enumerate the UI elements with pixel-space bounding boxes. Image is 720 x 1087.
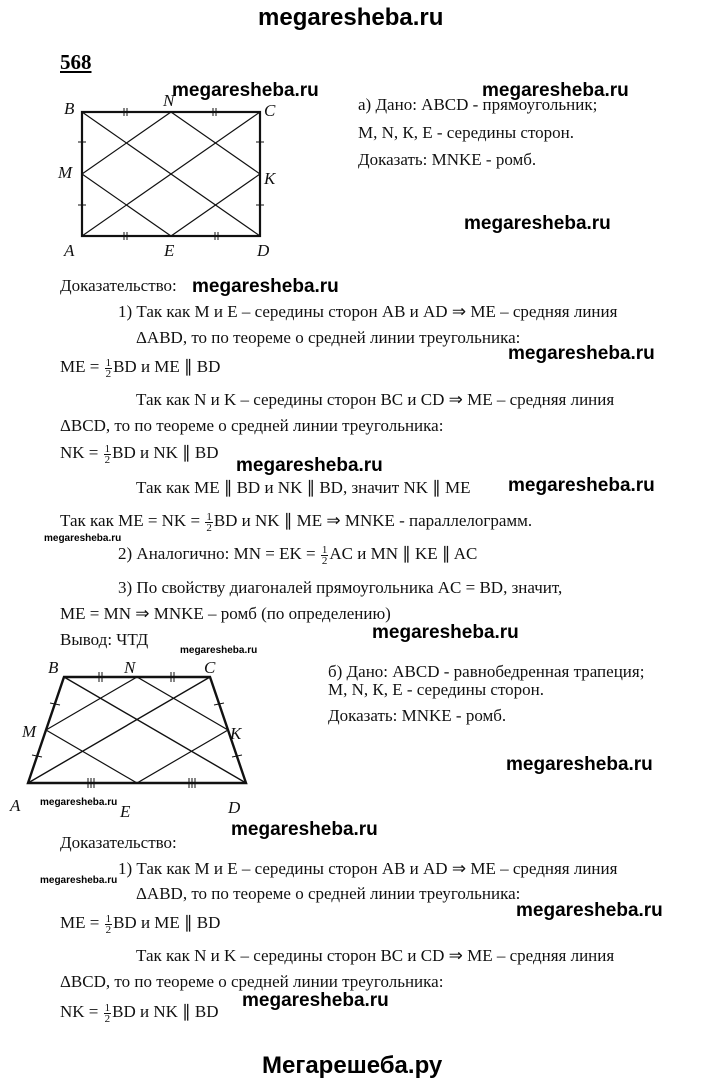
- a-step1-parallelogram: Так как ME = NK = $\frac{1}{2}$ BD и NK ∥ ME ⇒ MNKE - параллелограмм.: [60, 510, 533, 534]
- watermark: megaresheba.ru: [508, 343, 655, 364]
- label-d: D: [257, 241, 270, 260]
- watermark-small: megaresheba.ru: [180, 645, 258, 656]
- b-step1-line4: ΔBCD, то по теореме о средней линии треугольника:: [60, 972, 444, 991]
- label-c: C: [204, 658, 216, 677]
- label-c: C: [264, 101, 276, 120]
- b-given-1: б) Дано: ABCD - равнобедренная трапеция;: [328, 662, 645, 681]
- diagonal-bd: [64, 677, 246, 783]
- a-step1-line5: Так как ME ∥ BD и NK ∥ BD, значит NK ∥ ME: [136, 478, 471, 497]
- a-step1-formula-nk: NK = $\frac{1}{2}$ BD и NK ∥ BD: [60, 442, 219, 466]
- b-proof-title: Доказательство:: [60, 833, 177, 852]
- label-a: A: [64, 241, 75, 260]
- problem-number: 568: [60, 50, 92, 74]
- watermark: megaresheba.ru: [506, 754, 653, 775]
- b-step1-formula-me: ME = $\frac{1}{2}$ BD и ME ∥ BD: [60, 912, 221, 936]
- b-step1-formula-nk: NK = $\frac{1}{2}$ BD и NK ∥ BD: [60, 1001, 219, 1025]
- watermark-small: megaresheba.ru: [40, 797, 118, 808]
- watermark: megaresheba.ru: [192, 276, 339, 297]
- label-m: M: [22, 722, 37, 741]
- a-conclusion: Вывод: ЧТД: [60, 630, 149, 649]
- a-proof-title: Доказательство:: [60, 276, 177, 295]
- label-k: K: [230, 724, 242, 743]
- a-prove: Доказать: MNKE - ромб.: [358, 150, 537, 169]
- label-b: B: [64, 99, 75, 118]
- rhombus-mnke: [46, 677, 228, 783]
- a-step1-line1: 1) Так как M и E – середины сторон AB и AD ⇒ ME – средняя линия: [118, 302, 618, 321]
- watermark: megaresheba.ru: [231, 819, 378, 840]
- site-footer: Мегарешеба.ру: [262, 1052, 443, 1079]
- tick-marks: [32, 672, 242, 788]
- label-n: N: [124, 658, 136, 677]
- b-prove: Доказать: MNKE - ромб.: [328, 706, 507, 725]
- a-given-1: а) Дано: ABCD - прямоугольник;: [358, 95, 598, 114]
- watermark: megaresheba.ru: [242, 990, 389, 1011]
- watermark: megaresheba.ru: [372, 622, 519, 643]
- watermark: megaresheba.ru: [464, 213, 611, 234]
- figure-a-rectangle: [50, 92, 290, 262]
- label-b: B: [48, 658, 59, 677]
- a-step3-line2: ME = MN ⇒ MNKE – ромб (по определению): [60, 604, 391, 623]
- b-step1-line2: ΔABD, то по теореме о средней линии треугольника:: [136, 884, 521, 903]
- diagonal-ac: [28, 677, 210, 783]
- a-step2: 2) Аналогично: MN = EK = $\frac{1}{2}$ AC и MN ∥ KE ∥ AC: [118, 543, 478, 567]
- a-step1-line2: ΔABD, то по теореме о средней линии треугольника:: [136, 328, 521, 347]
- a-step1-line3: Так как N и K – середины сторон BC и CD ⇒ ME – средняя линия: [136, 390, 615, 409]
- a-given-2: M, N, К, E - середины сторон.: [358, 123, 575, 142]
- label-a: A: [10, 796, 21, 815]
- watermark: megaresheba.ru: [482, 80, 629, 101]
- b-given-2: M, N, К, E - середины сторон.: [328, 680, 545, 699]
- watermark-small: megaresheba.ru: [40, 875, 118, 886]
- site-header: megaresheba.ru: [258, 4, 444, 31]
- label-m: M: [58, 163, 73, 182]
- label-k: K: [264, 169, 276, 188]
- trapezoid-abcd: [28, 677, 246, 783]
- a-step1-formula-me: ME = $\frac{1}{2}$ BD и ME ∥ BD: [60, 356, 221, 380]
- label-d: D: [228, 798, 241, 817]
- watermark: megaresheba.ru: [236, 455, 383, 476]
- watermark: megaresheba.ru: [516, 900, 663, 921]
- a-step1-line4: ΔBCD, то по теореме о средней линии треугольника:: [60, 416, 444, 435]
- a-step3-line1: 3) По свойству диагоналей прямоугольника AC = BD, значит,: [118, 578, 563, 597]
- label-e: E: [164, 241, 175, 260]
- label-e: E: [120, 802, 131, 821]
- label-n: N: [163, 92, 175, 110]
- b-step1-line3: Так как N и K – середины сторон BC и CD ⇒ ME – средняя линия: [136, 946, 615, 965]
- b-step1-line1: 1) Так как M и E – середины сторон AB и AD ⇒ ME – средняя линия: [118, 859, 618, 878]
- watermark: megaresheba.ru: [508, 475, 655, 496]
- watermark-small: megaresheba.ru: [44, 533, 122, 544]
- watermark: megaresheba.ru: [172, 80, 319, 101]
